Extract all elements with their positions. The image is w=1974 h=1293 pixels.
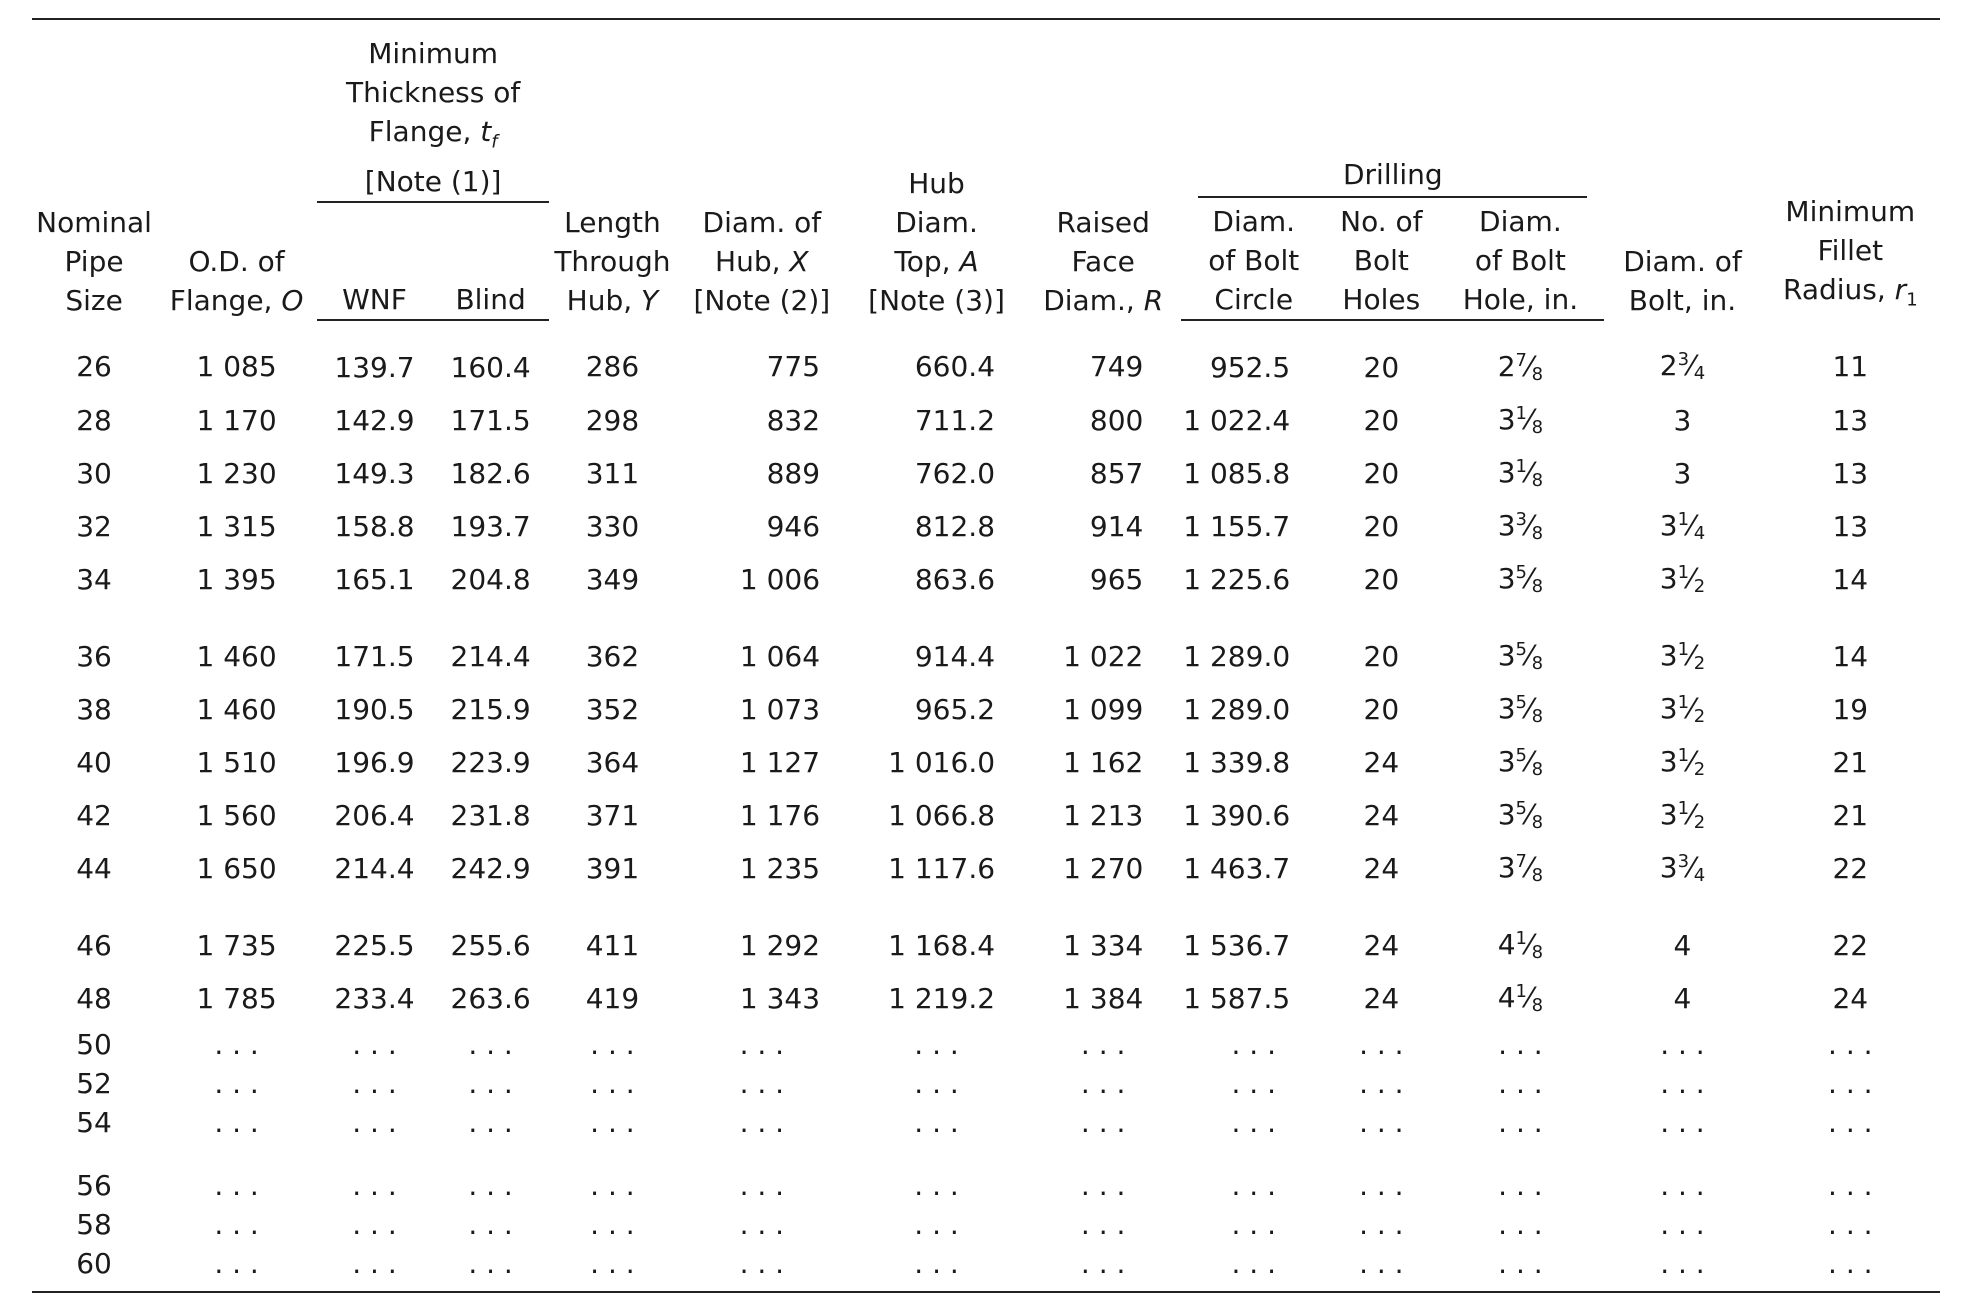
table-row bbox=[32, 1244, 1940, 1292]
header-no-of-bolt-holes: No. of Bolt Holes bbox=[1326, 202, 1436, 320]
cell-blind: 193.7 bbox=[450, 509, 531, 543]
cell-empty: . . . bbox=[1231, 1168, 1276, 1202]
cell-size: 48 bbox=[76, 981, 112, 1015]
cell-hub-diam: 1 176 bbox=[739, 798, 821, 832]
cell-blind: 242.9 bbox=[450, 851, 531, 885]
cell-bolt-hole-diam: $3^5⁄_8$ bbox=[1497, 744, 1544, 780]
cell-bolt-diam: $3^1⁄_2$ bbox=[1659, 638, 1706, 674]
cell-raised-face: 1 213 bbox=[1063, 798, 1144, 832]
table-row bbox=[32, 1142, 1940, 1205]
table-row bbox=[32, 842, 1940, 895]
cell-empty: . . . bbox=[1660, 1168, 1705, 1202]
cell-bolt-circle: 1 339.8 bbox=[1183, 745, 1291, 779]
cell-empty: . . . bbox=[1828, 1105, 1873, 1139]
cell-blind: 215.9 bbox=[450, 692, 531, 726]
cell-hub-top: 1 219.2 bbox=[888, 981, 996, 1015]
cell-od: 1 460 bbox=[196, 639, 277, 673]
cell-empty: . . . bbox=[1359, 1027, 1404, 1061]
cell-empty: . . . bbox=[352, 1168, 397, 1202]
cell-empty: . . . bbox=[468, 1066, 513, 1100]
cell-bolt-holes: 20 bbox=[1363, 692, 1400, 726]
cell-hub-diam: 946 bbox=[766, 509, 821, 543]
cell-hub-length: 352 bbox=[585, 692, 640, 726]
cell-size: 40 bbox=[76, 745, 112, 779]
cell-bolt-hole-diam: $3^3⁄_8$ bbox=[1497, 508, 1544, 544]
header-diam-bolt-circle: Diam. of Bolt Circle bbox=[1181, 202, 1326, 320]
cell-bolt-diam: $3^1⁄_4$ bbox=[1659, 508, 1706, 544]
cell-empty: . . . bbox=[1326, 1244, 1436, 1292]
cell-bolt-diam: $3^1⁄_2$ bbox=[1659, 744, 1706, 780]
cell-size: 28 bbox=[76, 403, 112, 437]
cell-bolt-diam: $3^1⁄_2$ bbox=[1659, 691, 1706, 727]
cell-empty: . . . bbox=[214, 1105, 259, 1139]
cell-bolt-hole-diam: $2^7⁄_8$ bbox=[1497, 349, 1544, 385]
cell-bolt-holes: 20 bbox=[1363, 562, 1400, 596]
header-raised-face-diam: Raised Face Diam., R bbox=[1025, 19, 1181, 320]
cell-wnf: 165.1 bbox=[334, 562, 415, 596]
cell-empty: . . . bbox=[676, 1244, 848, 1292]
cell-wnf: 214.4 bbox=[334, 851, 415, 885]
cell-raised-face: 965 bbox=[1089, 562, 1144, 596]
table-row bbox=[32, 683, 1940, 736]
cell-bolt-hole-diam: $4^1⁄_8$ bbox=[1497, 927, 1544, 963]
cell-bolt-holes: 20 bbox=[1363, 456, 1400, 490]
cell-empty: . . . bbox=[1828, 1168, 1873, 1202]
cell-empty: . . . bbox=[1359, 1168, 1404, 1202]
cell-hub-top: 660.4 bbox=[914, 350, 996, 384]
cell-empty: . . . bbox=[214, 1066, 259, 1100]
cell-fillet-radius: 13 bbox=[1832, 456, 1869, 490]
cell-hub-top: 812.8 bbox=[914, 509, 996, 543]
cell-size: 56 bbox=[76, 1168, 112, 1202]
cell-blind: 255.6 bbox=[450, 928, 531, 962]
cell-bolt-diam: 3 bbox=[1673, 456, 1692, 490]
cell-empty: . . . bbox=[1231, 1105, 1276, 1139]
cell-size: 32 bbox=[76, 509, 112, 543]
cell-raised-face: 1 270 bbox=[1063, 851, 1144, 885]
cell-size: 38 bbox=[76, 692, 112, 726]
cell-empty: . . . bbox=[1080, 1066, 1126, 1100]
table-row bbox=[32, 553, 1940, 606]
cell-od: 1 785 bbox=[196, 981, 277, 1015]
cell-empty: . . . bbox=[590, 1168, 635, 1202]
cell-bolt-holes: 20 bbox=[1363, 639, 1400, 673]
cell-bolt-hole-diam: $3^5⁄_8$ bbox=[1497, 561, 1544, 597]
cell-od: 1 315 bbox=[196, 509, 277, 543]
cell-wnf: 158.8 bbox=[334, 509, 415, 543]
cell-empty: . . . bbox=[739, 1027, 785, 1061]
cell-empty: . . . bbox=[590, 1066, 635, 1100]
cell-empty: . . . bbox=[352, 1207, 397, 1241]
cell-empty: . . . bbox=[549, 1244, 675, 1292]
cell-bolt-diam: 4 bbox=[1673, 981, 1692, 1015]
cell-empty: . . . bbox=[352, 1105, 397, 1139]
cell-bolt-diam: $3^3⁄_4$ bbox=[1659, 850, 1706, 886]
cell-od: 1 230 bbox=[196, 456, 277, 490]
table-row bbox=[32, 320, 1940, 394]
cell-size: 42 bbox=[76, 798, 112, 832]
table-row bbox=[32, 447, 1940, 500]
table-body bbox=[32, 320, 1940, 1292]
header-diam-of-hub: Diam. of Hub, X [Note (2)] bbox=[676, 19, 848, 320]
cell-bolt-holes: 20 bbox=[1363, 403, 1400, 437]
cell-empty: . . . bbox=[432, 1244, 549, 1292]
cell-size: 60 bbox=[32, 1244, 156, 1292]
cell-empty: . . . bbox=[1080, 1027, 1126, 1061]
cell-bolt-circle: 1 289.0 bbox=[1183, 692, 1291, 726]
cell-empty: . . . bbox=[739, 1066, 785, 1100]
cell-empty: . . . bbox=[214, 1027, 259, 1061]
cell-hub-diam: 889 bbox=[766, 456, 821, 490]
table-row bbox=[32, 1064, 1940, 1103]
cell-hub-top: 1 066.8 bbox=[888, 798, 996, 832]
cell-od: 1 395 bbox=[196, 562, 277, 596]
cell-bolt-circle: 1 536.7 bbox=[1183, 928, 1291, 962]
cell-empty: . . . bbox=[1080, 1168, 1126, 1202]
cell-bolt-hole-diam: $3^5⁄_8$ bbox=[1497, 638, 1544, 674]
header-drilling: Drilling bbox=[1181, 19, 1604, 202]
cell-hub-diam: 1 073 bbox=[739, 692, 821, 726]
cell-empty: . . . bbox=[739, 1168, 785, 1202]
cell-empty: . . . bbox=[1498, 1105, 1543, 1139]
header-minimum-thickness: Minimum Thickness of Flange, $t_f$ [Note (1)] bbox=[317, 19, 549, 202]
cell-raised-face: 1 334 bbox=[1063, 928, 1144, 962]
header-diam-of-bolt-hole: Diam. of Bolt Hole, in. bbox=[1436, 202, 1604, 320]
cell-raised-face: 1 162 bbox=[1063, 745, 1144, 779]
cell-blind: 263.6 bbox=[450, 981, 531, 1015]
cell-wnf: 190.5 bbox=[334, 692, 415, 726]
cell-empty: . . . bbox=[1359, 1207, 1404, 1241]
cell-hub-diam: 1 292 bbox=[739, 928, 821, 962]
cell-empty: . . . bbox=[590, 1207, 635, 1241]
cell-hub-top: 965.2 bbox=[914, 692, 996, 726]
cell-wnf: 171.5 bbox=[334, 639, 415, 673]
cell-raised-face: 749 bbox=[1089, 350, 1144, 384]
table-row bbox=[32, 972, 1940, 1025]
cell-hub-top: 914.4 bbox=[914, 639, 996, 673]
cell-od: 1 170 bbox=[196, 403, 277, 437]
cell-hub-length: 349 bbox=[585, 562, 640, 596]
header-nominal-pipe-size: Nominal Pipe Size bbox=[32, 19, 156, 320]
cell-empty: . . . bbox=[914, 1105, 959, 1139]
table-row bbox=[32, 895, 1940, 972]
table-row bbox=[32, 1205, 1940, 1244]
table-row bbox=[32, 394, 1940, 447]
cell-wnf: 142.9 bbox=[334, 403, 415, 437]
cell-hub-length: 362 bbox=[585, 639, 640, 673]
cell-empty: . . . bbox=[468, 1105, 513, 1139]
cell-hub-length: 298 bbox=[585, 403, 640, 437]
cell-empty: . . . bbox=[468, 1207, 513, 1241]
cell-hub-top: 1 016.0 bbox=[888, 745, 996, 779]
cell-size: 52 bbox=[76, 1066, 112, 1100]
cell-bolt-circle: 1 155.7 bbox=[1183, 509, 1291, 543]
cell-bolt-holes: 24 bbox=[1363, 928, 1400, 962]
header-od-of-flange: O.D. of Flange, O bbox=[156, 19, 317, 320]
cell-bolt-circle: 1 289.0 bbox=[1183, 639, 1291, 673]
cell-empty: . . . bbox=[1498, 1066, 1543, 1100]
cell-blind: 204.8 bbox=[450, 562, 531, 596]
cell-size: 36 bbox=[76, 639, 112, 673]
cell-empty: . . . bbox=[1181, 1244, 1326, 1292]
cell-bolt-hole-diam: $3^7⁄_8$ bbox=[1497, 850, 1544, 886]
cell-fillet-radius: 13 bbox=[1832, 403, 1869, 437]
cell-bolt-diam: $3^1⁄_2$ bbox=[1659, 797, 1706, 833]
cell-fillet-radius: 13 bbox=[1832, 509, 1869, 543]
cell-size: 58 bbox=[76, 1207, 112, 1241]
cell-bolt-diam: $2^3⁄_4$ bbox=[1659, 349, 1706, 385]
header-diam-of-bolt: Diam. of Bolt, in. bbox=[1604, 19, 1760, 320]
cell-fillet-radius: 21 bbox=[1832, 745, 1869, 779]
cell-hub-length: 286 bbox=[585, 350, 640, 384]
table-row bbox=[32, 736, 1940, 789]
cell-hub-length: 411 bbox=[585, 928, 640, 962]
cell-blind: 223.9 bbox=[450, 745, 531, 779]
cell-empty: . . . bbox=[848, 1244, 1025, 1292]
cell-bolt-hole-diam: $3^5⁄_8$ bbox=[1497, 797, 1544, 833]
cell-fillet-radius: 19 bbox=[1832, 692, 1869, 726]
cell-hub-diam: 1 127 bbox=[739, 745, 821, 779]
cell-bolt-holes: 24 bbox=[1363, 745, 1400, 779]
cell-bolt-holes: 20 bbox=[1363, 350, 1400, 384]
cell-raised-face: 914 bbox=[1089, 509, 1144, 543]
cell-hub-top: 863.6 bbox=[914, 562, 996, 596]
cell-empty: . . . bbox=[1660, 1207, 1705, 1241]
cell-size: 50 bbox=[76, 1027, 112, 1061]
cell-empty: . . . bbox=[1660, 1105, 1705, 1139]
cell-hub-length: 364 bbox=[585, 745, 640, 779]
cell-empty: . . . bbox=[1828, 1027, 1873, 1061]
cell-hub-diam: 1 343 bbox=[739, 981, 821, 1015]
cell-hub-length: 330 bbox=[585, 509, 640, 543]
cell-raised-face: 800 bbox=[1089, 403, 1144, 437]
cell-od: 1 510 bbox=[196, 745, 277, 779]
cell-bolt-circle: 1 022.4 bbox=[1183, 403, 1291, 437]
cell-od: 1 650 bbox=[196, 851, 277, 885]
cell-blind: 171.5 bbox=[450, 403, 531, 437]
cell-bolt-diam: $3^1⁄_2$ bbox=[1659, 561, 1706, 597]
cell-empty: . . . bbox=[1025, 1244, 1181, 1292]
header-wnf: WNF bbox=[317, 202, 432, 320]
cell-bolt-diam: 3 bbox=[1673, 403, 1692, 437]
cell-empty: . . . bbox=[1080, 1105, 1126, 1139]
cell-empty: . . . bbox=[214, 1168, 259, 1202]
cell-hub-diam: 832 bbox=[766, 403, 821, 437]
cell-size: 46 bbox=[76, 928, 112, 962]
header-blind: Blind bbox=[432, 202, 549, 320]
cell-bolt-hole-diam: $3^1⁄_8$ bbox=[1497, 402, 1544, 438]
cell-fillet-radius: 22 bbox=[1832, 851, 1869, 885]
cell-wnf: 233.4 bbox=[334, 981, 415, 1015]
cell-empty: . . . bbox=[1231, 1066, 1276, 1100]
cell-empty: . . . bbox=[468, 1168, 513, 1202]
cell-fillet-radius: 14 bbox=[1832, 562, 1869, 596]
table-row bbox=[32, 1103, 1940, 1142]
cell-blind: 231.8 bbox=[450, 798, 531, 832]
table-row bbox=[32, 789, 1940, 842]
cell-raised-face: 1 022 bbox=[1063, 639, 1144, 673]
cell-empty: . . . bbox=[590, 1027, 635, 1061]
cell-empty: . . . bbox=[1498, 1027, 1543, 1061]
cell-empty: . . . bbox=[1828, 1207, 1873, 1241]
cell-empty: . . . bbox=[1828, 1066, 1873, 1100]
cell-hub-length: 311 bbox=[585, 456, 640, 490]
cell-bolt-holes: 24 bbox=[1363, 981, 1400, 1015]
cell-wnf: 225.5 bbox=[334, 928, 415, 962]
cell-empty: . . . bbox=[739, 1105, 785, 1139]
cell-wnf: 196.9 bbox=[334, 745, 415, 779]
cell-bolt-holes: 20 bbox=[1363, 509, 1400, 543]
cell-empty: . . . bbox=[352, 1027, 397, 1061]
cell-empty: . . . bbox=[1359, 1105, 1404, 1139]
cell-empty: . . . bbox=[214, 1207, 259, 1241]
cell-blind: 160.4 bbox=[450, 350, 531, 384]
cell-empty: . . . bbox=[1761, 1244, 1940, 1292]
cell-raised-face: 857 bbox=[1089, 456, 1144, 490]
cell-od: 1 460 bbox=[196, 692, 277, 726]
cell-empty: . . . bbox=[1498, 1207, 1543, 1241]
cell-size: 34 bbox=[76, 562, 112, 596]
cell-bolt-hole-diam: $3^1⁄_8$ bbox=[1497, 455, 1544, 491]
cell-bolt-circle: 1 390.6 bbox=[1183, 798, 1291, 832]
cell-empty: . . . bbox=[1660, 1027, 1705, 1061]
cell-empty: . . . bbox=[468, 1027, 513, 1061]
cell-fillet-radius: 14 bbox=[1832, 639, 1869, 673]
header-length-through-hub: Length Through Hub, Y bbox=[549, 19, 675, 320]
cell-od: 1 560 bbox=[196, 798, 277, 832]
cell-blind: 182.6 bbox=[450, 456, 531, 490]
cell-empty: . . . bbox=[156, 1244, 317, 1292]
cell-hub-diam: 775 bbox=[766, 350, 821, 384]
cell-bolt-diam: 4 bbox=[1673, 928, 1692, 962]
cell-bolt-circle: 1 587.5 bbox=[1183, 981, 1291, 1015]
cell-size: 30 bbox=[76, 456, 112, 490]
cell-bolt-holes: 24 bbox=[1363, 798, 1400, 832]
cell-empty: . . . bbox=[352, 1066, 397, 1100]
cell-hub-diam: 1 006 bbox=[739, 562, 821, 596]
cell-empty: . . . bbox=[1359, 1066, 1404, 1100]
cell-empty: . . . bbox=[317, 1244, 432, 1292]
cell-hub-top: 711.2 bbox=[914, 403, 996, 437]
cell-empty: . . . bbox=[914, 1027, 959, 1061]
cell-bolt-circle: 1 085.8 bbox=[1183, 456, 1291, 490]
cell-empty: . . . bbox=[739, 1207, 785, 1241]
cell-hub-length: 371 bbox=[585, 798, 640, 832]
cell-raised-face: 1 099 bbox=[1063, 692, 1144, 726]
cell-fillet-radius: 22 bbox=[1832, 928, 1869, 962]
cell-hub-top: 1 117.6 bbox=[888, 851, 996, 885]
cell-hub-length: 419 bbox=[585, 981, 640, 1015]
cell-empty: . . . bbox=[1436, 1244, 1604, 1292]
cell-empty: . . . bbox=[590, 1105, 635, 1139]
cell-empty: . . . bbox=[914, 1168, 959, 1202]
cell-raised-face: 1 384 bbox=[1063, 981, 1144, 1015]
cell-bolt-holes: 24 bbox=[1363, 851, 1400, 885]
cell-empty: . . . bbox=[1231, 1207, 1276, 1241]
cell-wnf: 139.7 bbox=[334, 350, 415, 384]
cell-empty: . . . bbox=[914, 1207, 959, 1241]
cell-empty: . . . bbox=[914, 1066, 959, 1100]
cell-fillet-radius: 11 bbox=[1832, 350, 1869, 384]
cell-bolt-hole-diam: $4^1⁄_8$ bbox=[1497, 980, 1544, 1016]
cell-bolt-circle: 1 225.6 bbox=[1183, 562, 1291, 596]
cell-hub-top: 762.0 bbox=[914, 456, 996, 490]
cell-bolt-circle: 952.5 bbox=[1209, 350, 1291, 384]
cell-od: 1 735 bbox=[196, 928, 277, 962]
cell-empty: . . . bbox=[1498, 1168, 1543, 1202]
cell-fillet-radius: 24 bbox=[1832, 981, 1869, 1015]
cell-empty: . . . bbox=[1231, 1027, 1276, 1061]
cell-fillet-radius: 21 bbox=[1832, 798, 1869, 832]
cell-hub-diam: 1 235 bbox=[739, 851, 821, 885]
cell-hub-length: 391 bbox=[585, 851, 640, 885]
cell-bolt-hole-diam: $3^5⁄_8$ bbox=[1497, 691, 1544, 727]
cell-size: 44 bbox=[76, 851, 112, 885]
cell-blind: 214.4 bbox=[450, 639, 531, 673]
cell-wnf: 149.3 bbox=[334, 456, 415, 490]
cell-empty: . . . bbox=[1604, 1244, 1760, 1292]
cell-size: 54 bbox=[76, 1105, 112, 1139]
cell-empty: . . . bbox=[1080, 1207, 1126, 1241]
table-row bbox=[32, 1025, 1940, 1064]
cell-size: 26 bbox=[76, 350, 112, 384]
table-row bbox=[32, 500, 1940, 553]
cell-od: 1 085 bbox=[196, 350, 277, 384]
header-minimum-fillet-radius: Minimum Fillet Radius, $r_1$ bbox=[1761, 19, 1940, 320]
header-hub-diam-top: Hub Diam. Top, A [Note (3)] bbox=[848, 19, 1025, 320]
cell-empty: . . . bbox=[1660, 1066, 1705, 1100]
cell-wnf: 206.4 bbox=[334, 798, 415, 832]
cell-hub-top: 1 168.4 bbox=[888, 928, 996, 962]
cell-hub-diam: 1 064 bbox=[739, 639, 821, 673]
cell-bolt-circle: 1 463.7 bbox=[1183, 851, 1291, 885]
flange-dimensions-table bbox=[32, 18, 1940, 1293]
table-row bbox=[32, 606, 1940, 683]
